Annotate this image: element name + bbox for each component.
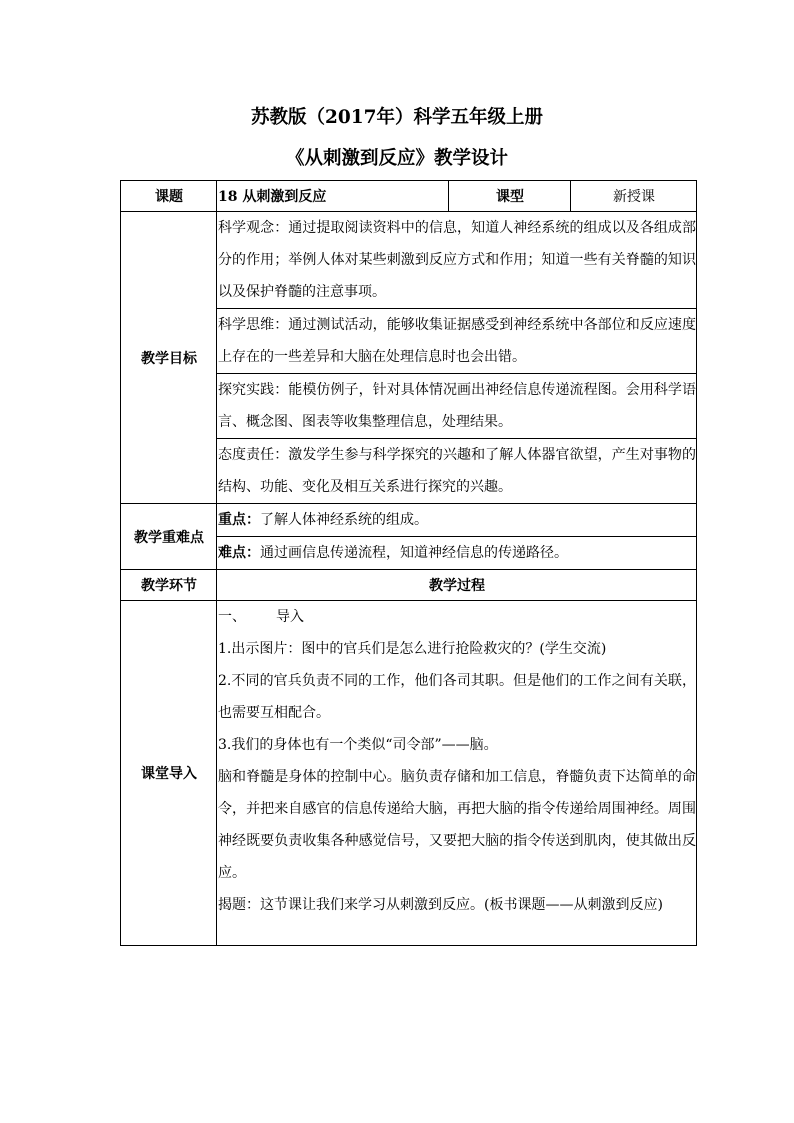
key-point-label: 重点： bbox=[218, 512, 260, 528]
intro-paragraph: 揭题：这节课让我们来学习从刺激到反应。(板书课题——从刺激到反应) bbox=[218, 897, 663, 913]
type-label: 课型 bbox=[449, 181, 571, 212]
objectives-label: 教学目标 bbox=[121, 212, 217, 504]
intro-label: 课堂导入 bbox=[121, 601, 217, 946]
difficult-point-label: 难点： bbox=[218, 545, 260, 561]
difficult-point bbox=[217, 537, 697, 570]
subject-value: 18 从刺激到反应 bbox=[217, 181, 449, 212]
lesson-plan-table bbox=[120, 180, 697, 946]
section-title: 导入 bbox=[276, 609, 304, 625]
objective-item: 科学思维：通过测试活动，能够收集证据感受到神经系统中各部位和反应速度上存在的一些差异和大脑在处理信息时也会出错。 bbox=[217, 309, 697, 374]
key-point-row bbox=[121, 504, 697, 537]
type-value: 新授课 bbox=[571, 181, 697, 212]
section-heading bbox=[218, 601, 696, 633]
key-points-label: 教学重难点 bbox=[121, 504, 217, 570]
section-number: 一、 bbox=[218, 609, 246, 625]
process-header-row bbox=[121, 570, 697, 601]
subject-row bbox=[121, 181, 697, 212]
intro-content bbox=[217, 601, 697, 946]
intro-row bbox=[121, 601, 697, 946]
intro-paragraph: 脑和脊髓是身体的控制中心。脑负责存储和加工信息，脊髓负责下达简单的命令，并把来自感官的信息传递给大脑，再把大脑的指令传递给周围神经。周围神经既要负责收集各种感觉信号，又要把大脑的指令传送到肌肉，使其做出反应。 bbox=[218, 769, 696, 881]
intro-paragraph: 1.出示图片：图中的官兵们是怎么进行抢险救灾的？(学生交流) bbox=[218, 641, 607, 657]
stage-label: 教学环节 bbox=[121, 570, 217, 601]
objective-item: 态度责任：激发学生参与科学探究的兴趣和了解人体器官欲望，产生对事物的结构、功能、变化及相互关系进行探究的兴趣。 bbox=[217, 439, 697, 504]
objective-item: 探究实践：能模仿例子，针对具体情况画出神经信息传递流程图。会用科学语言、概念图、图表等收集整理信息，处理结果。 bbox=[217, 374, 697, 439]
difficult-point-text: 通过画信息传递流程，知道神经信息的传递路径。 bbox=[260, 545, 568, 561]
key-point bbox=[217, 504, 697, 537]
key-point-text: 了解人体神经系统的组成。 bbox=[260, 512, 428, 528]
document-title: 苏教版（2017年）科学五年级上册 bbox=[251, 107, 543, 128]
document-subtitle: 《从刺激到反应》教学设计 bbox=[285, 148, 508, 169]
process-label: 教学过程 bbox=[217, 570, 697, 601]
objective-row bbox=[121, 212, 697, 309]
subject-label: 课题 bbox=[121, 181, 217, 212]
intro-paragraph: 2.不同的官兵负责不同的工作，他们各司其职。但是他们的工作之间有关联，也需要互相配合。 bbox=[218, 673, 696, 721]
objective-item: 科学观念：通过提取阅读资料中的信息，知道人神经系统的组成以及各组成部分的作用；举例人体对某些刺激到反应方式和作用；知道一些有关脊髓的知识以及保护脊髓的注意事项。 bbox=[217, 212, 697, 309]
intro-paragraph: 3.我们的身体也有一个类似“司令部”——脑。 bbox=[218, 737, 498, 753]
